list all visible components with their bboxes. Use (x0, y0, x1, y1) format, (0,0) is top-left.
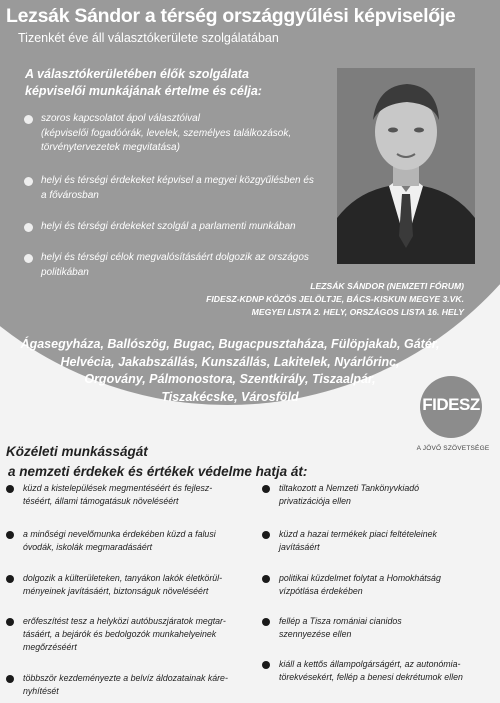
bullet-icon (6, 618, 14, 626)
duty-line: (képviselői fogadóórák, levelek, személyes találkozások, (41, 127, 292, 139)
activity-line: kiáll a kettős állampolgárságért, az autonómia- (279, 659, 461, 669)
activity-item (6, 528, 256, 554)
activity-item (6, 482, 256, 508)
activity-line: tásáért, a bejárók és bedolgozók munkahelyeinek (23, 629, 217, 639)
activity-line: a minőségi nevelőmunka érdekében küzd a falusi (23, 529, 216, 539)
section-title (6, 442, 307, 482)
activity-item (262, 658, 494, 684)
activity-text (279, 482, 419, 508)
bullet-icon (24, 115, 33, 124)
caption-line: MEGYEI LISTA 2. HELY, ORSZÁGOS LISTA 16. HELY (251, 307, 464, 317)
activity-line: vízpótlása érdekében (279, 586, 363, 596)
bullet-icon (24, 254, 33, 263)
duty-line: a fővárosban (41, 189, 99, 201)
bullet-icon (262, 575, 270, 583)
activity-item (262, 572, 494, 598)
activity-line: tiltakozott a Nemzeti Tankönyvkiadó (279, 483, 420, 493)
activity-text (279, 615, 402, 641)
activity-line: megőrzéséért (23, 642, 77, 652)
bullet-icon (262, 618, 270, 626)
activity-line: óvodák, iskolák megmaradásáért (23, 542, 153, 552)
duty-line: szoros kapcsolatot ápol választóival (41, 113, 200, 124)
duty-item (24, 251, 324, 280)
activity-line: törekvésekért, fellép a benesi dekrétumok ellen (279, 672, 463, 682)
duty-item (24, 112, 324, 156)
duty-text (41, 112, 291, 156)
activity-line: nyhítését (23, 686, 59, 696)
activity-text (279, 528, 437, 554)
activity-text (23, 528, 216, 554)
intro-heading (25, 66, 345, 100)
section-title-line: a nemzeti érdekek és értékek védelme hatja át: (8, 464, 308, 479)
bullet-icon (24, 223, 33, 232)
duty-item (24, 220, 324, 235)
headline: Lezsák Sándor a térség országgyűlési képviselője (6, 5, 456, 27)
activity-text (279, 658, 463, 684)
activity-line: többször kezdeményezte a belvíz áldozatainak káre- (23, 673, 228, 683)
candidate-caption (164, 280, 464, 319)
towns-list (20, 336, 440, 406)
caption-line: FIDESZ-KDNP KÖZÖS JELÖLTJE, BÁCS-KISKUN MEGYE 3.VK. (206, 294, 464, 304)
duty-text (41, 251, 309, 280)
bullet-icon (6, 485, 14, 493)
duty-item (24, 174, 324, 203)
bullet-icon (262, 661, 270, 669)
caption-line: LEZSÁK SÁNDOR (NEMZETI FÓRUM) (310, 281, 464, 291)
towns-line: Helvécia, Jakabszállás, Kunszállás, Lakitelek, Nyárlőrinc, (60, 354, 400, 369)
activity-item (6, 672, 256, 698)
activity-line: privatizációja ellen (279, 496, 351, 506)
towns-line: Orgovány, Pálmonostora, Szentkirály, Tiszaalpár, (84, 372, 376, 386)
activity-item (262, 615, 494, 641)
bullet-icon (24, 177, 33, 186)
activity-text (23, 615, 226, 654)
intro-line: képviselői munkájának értelme és célja: (25, 84, 262, 98)
activity-line: fellép a Tisza romániai cianidos (279, 616, 402, 626)
fidesz-tagline: A JÖVŐ SZÖVETSÉGE (416, 445, 490, 452)
activity-line: szennyezése ellen (279, 629, 352, 639)
duty-line: helyi és térségi érdekeket képvisel a megyei közgyűlésben és (41, 175, 314, 186)
duty-line: törvénytervezetek megvitatása) (41, 142, 180, 153)
bullet-icon (6, 575, 14, 583)
duty-line: politikában (41, 266, 89, 278)
bullet-icon (262, 531, 270, 539)
fidesz-logo (420, 376, 482, 438)
activity-line: erőfeszítést tesz a helyközi autóbuszjáratok megtar- (23, 616, 226, 626)
towns-line: Tiszakécske, Városföld (161, 389, 299, 404)
bullet-icon (6, 675, 14, 683)
towns-line: Ágasegyháza, Ballószög, Bugac, Bugacpusztaháza, Fülöpjakab, Gátér, (20, 337, 440, 351)
logo-text: FIDESZ (422, 395, 480, 414)
bullet-icon (6, 531, 14, 539)
intro-line: A választókerületében élők szolgálata (25, 67, 249, 81)
bullet-icon (262, 485, 270, 493)
activity-line: küzd a hazai termékek piaci feltételeinek (279, 529, 437, 539)
duty-line: helyi és térségi érdekeket szolgál a parlamenti munkában (41, 221, 296, 232)
activity-item (6, 572, 256, 598)
activity-line: ményeinek javításáért, biztonságuk növeléséért (23, 586, 209, 596)
activity-text (23, 572, 222, 598)
activity-line: politikai küzdelmet folytat a Homokhátság (279, 573, 441, 583)
duty-text (41, 174, 314, 203)
activity-text (23, 672, 228, 698)
activity-item (262, 528, 494, 554)
duty-text (41, 220, 296, 235)
activity-item (262, 482, 494, 508)
activity-item (6, 615, 256, 654)
activity-line: téséért, állami támogatásuk növeléséért (23, 496, 179, 506)
activity-text (23, 482, 212, 508)
duty-line: helyi és térségi célok megvalósításáért dolgozik az országos (41, 252, 309, 263)
activity-line: javításáért (279, 542, 320, 552)
portrait-image (337, 68, 475, 264)
activity-text (279, 572, 441, 598)
candidate-portrait (337, 68, 475, 264)
activity-line: dolgozik a külterületeken, tanyákon lakók életkörül- (23, 573, 223, 583)
section-title-line: Közéleti munkásságát (6, 444, 148, 459)
subheadline: Tizenkét éve áll választókerülete szolgálatában (18, 31, 279, 45)
activity-line: küzd a kistelepülések megmentéséért és fejlesz- (23, 483, 213, 493)
